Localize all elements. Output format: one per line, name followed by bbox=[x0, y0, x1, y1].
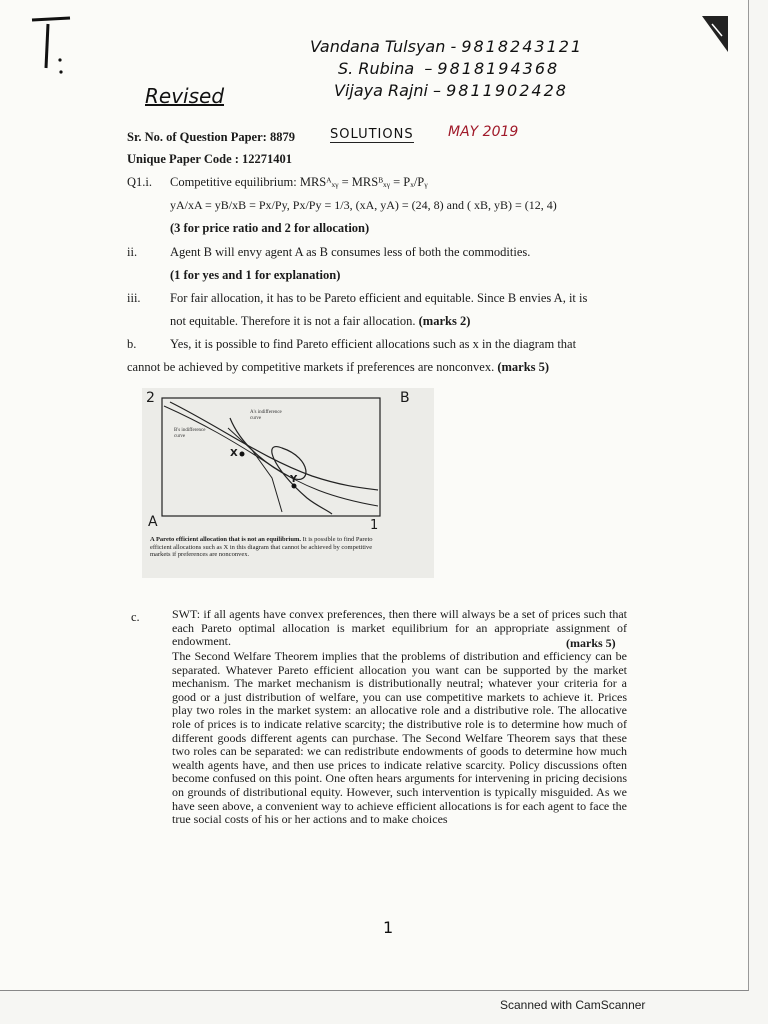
author-phone: 9818194368 bbox=[437, 59, 560, 78]
b-indifference-curve-label: B's indifference curve bbox=[174, 428, 206, 439]
q1-ii-marks: (1 for yes and 1 for explanation) bbox=[170, 268, 341, 282]
swt-definition: SWT: if all agents have convex preferences, then there will always be a set of prices such that each Pareto optimal allocation is market equilibrium for an appropriate assignment of endowment. bbox=[172, 607, 627, 649]
q1-i-marks: (3 for price ratio and 2 for allocation) bbox=[170, 221, 370, 235]
q1-iii-text-2 bbox=[170, 314, 470, 329]
author-name: S. Rubina bbox=[338, 59, 415, 78]
caption-title: A Pareto efficient allocation that is not an equilibrium. bbox=[150, 536, 301, 543]
author-row: S. Rubina – 9818194368 bbox=[338, 59, 560, 78]
author-row: Vandana Tulsyan - 9818243121 bbox=[310, 37, 584, 56]
q1-b-text-2 bbox=[127, 360, 549, 375]
author-row: Vijaya Rajni – 9811902428 bbox=[334, 81, 568, 100]
q1-i-text: Competitive equilibrium: MRSᴬₓᵧ = MRSᴮₓᵧ = Pₓ/Pᵧ bbox=[170, 175, 428, 189]
point-y-label: Y bbox=[290, 474, 298, 485]
a-indifference-curve-label: A's indifference curve bbox=[250, 410, 282, 421]
corner-label-a: A bbox=[148, 514, 158, 530]
q1-ii-label: ii. bbox=[127, 245, 138, 259]
edgeworth-box-figure bbox=[142, 388, 434, 578]
author-name: Vandana Tulsyan bbox=[310, 37, 446, 56]
caption-body: It is possible to find Pareto efficient allocations such as X in this diagram that cannot be achieved by competitive markets if preferences are nonconvex. bbox=[150, 536, 373, 558]
question-paper-serial: Sr. No. of Question Paper: 8879 bbox=[127, 130, 295, 144]
corner-label-b: B bbox=[400, 390, 410, 406]
scanner-watermark: Scanned with CamScanner bbox=[500, 998, 646, 1012]
corner-label-1: 1 bbox=[370, 518, 379, 533]
q1-iii-label: iii. bbox=[127, 291, 141, 305]
fold-corner-icon bbox=[700, 14, 730, 54]
date-label: MAY 2019 bbox=[448, 124, 519, 140]
q1-i-label: Q1.i. bbox=[127, 175, 152, 189]
corner-mark-icon bbox=[30, 16, 80, 76]
author-phone: 9818243121 bbox=[461, 37, 584, 56]
q1-iii-text-1: For fair allocation, it has to be Pareto efficient and equitable. Since B envies A, it is bbox=[170, 291, 588, 305]
author-name: Vijaya Rajni bbox=[334, 81, 428, 100]
q1-i-equation: yA/xA = yB/xB = Px/Py, Px/Py = 1/3, (xA, yA) = (24, 8) and ( xB, yB) = (12, 4) bbox=[170, 198, 557, 212]
q-c-label: c. bbox=[131, 610, 140, 624]
q1-b-text-2-body: cannot be achieved by competitive markets if preferences are nonconvex. bbox=[127, 360, 495, 374]
q1-iii-marks: (marks 2) bbox=[418, 314, 471, 328]
corner-label-2: 2 bbox=[146, 390, 155, 406]
q1-ii-text: Agent B will envy agent A as B consumes less of both the commodities. bbox=[170, 245, 531, 259]
point-x-label: X bbox=[230, 448, 238, 459]
q1-b-label: b. bbox=[127, 337, 137, 351]
page-number: 1 bbox=[383, 918, 394, 937]
q1-iii-text-2-body: not equitable. Therefore it is not a fair allocation. bbox=[170, 314, 416, 328]
author-list bbox=[310, 36, 583, 102]
solutions-label: SOLUTIONS bbox=[330, 127, 414, 142]
swt-explanation: The Second Welfare Theorem implies that the problems of distribution and efficiency can be separated. Whatever Pareto efficient allocation you want can be supported by the market mechanism. The market mechanism is distributionally neutral; whatever your criteria for a good or a just distribution of welfare, you can use competitive markets to achieve it. Prices play two roles in the market system: an allocative role and a distributive role. The allocative role of prices is to indicate relative scarcity; the distributive role is to determine how much of different goods different agents can purchase. The Second Welfare Theorem says that these two roles can be separated: we can redistribute endowments of goods to determine how much wealth agents have, and then use prices to indicate relative scarcity. Policy discussions often become confused on this point. One often hears arguments for intervening in pricing decisions on grounds of distributional equity. However, such intervention is typically misguided. As we have seen above, a convenient way to achieve efficient allocations is for each agent to face the true social costs of his or her actions and to make choices bbox=[172, 649, 627, 827]
q1-b-marks: (marks 5) bbox=[497, 360, 550, 374]
author-phone: 9811902428 bbox=[446, 81, 568, 100]
figure-caption bbox=[150, 536, 390, 559]
unique-paper-code: Unique Paper Code : 12271401 bbox=[127, 152, 293, 166]
revised-label: Revised bbox=[145, 84, 225, 108]
q-c-marks: (marks 5) bbox=[566, 636, 616, 650]
q1-b-text-1: Yes, it is possible to find Pareto efficient allocations such as x in the diagram that bbox=[170, 337, 577, 351]
